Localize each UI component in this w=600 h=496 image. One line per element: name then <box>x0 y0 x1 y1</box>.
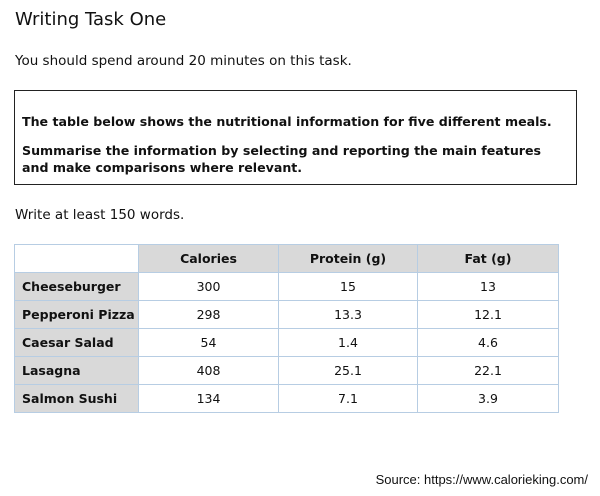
cell-calories: 408 <box>139 357 279 385</box>
row-meal-name: Lasagna <box>15 357 139 385</box>
cell-fat: 3.9 <box>418 385 559 413</box>
cell-calories: 54 <box>139 329 279 357</box>
task-prompt-line-1: The table below shows the nutritional information for five different meals. <box>22 114 552 129</box>
cell-fat: 4.6 <box>418 329 559 357</box>
table-row <box>15 301 559 329</box>
cell-calories: 298 <box>139 301 279 329</box>
table-row <box>15 273 559 301</box>
row-meal-name: Salmon Sushi <box>15 385 139 413</box>
cell-protein: 7.1 <box>279 385 418 413</box>
table-header-protein: Protein (g) <box>279 245 418 273</box>
cell-protein: 13.3 <box>279 301 418 329</box>
cell-protein: 15 <box>279 273 418 301</box>
table-row <box>15 385 559 413</box>
nutrition-table <box>14 244 559 413</box>
table-header-calories: Calories <box>139 245 279 273</box>
cell-protein: 1.4 <box>279 329 418 357</box>
row-meal-name: Caesar Salad <box>15 329 139 357</box>
source-citation: Source: https://www.calorieking.com/ <box>375 472 588 487</box>
time-instruction: You should spend around 20 minutes on this task. <box>15 53 352 69</box>
row-meal-name: Cheeseburger <box>15 273 139 301</box>
task-prompt-line-2: Summarise the information by selecting and reporting the main features and make comparisons where relevant. <box>22 143 542 175</box>
page-title: Writing Task One <box>15 9 167 30</box>
word-count-requirement: Write at least 150 words. <box>15 207 185 223</box>
cell-fat: 22.1 <box>418 357 559 385</box>
cell-calories: 134 <box>139 385 279 413</box>
table-header-fat: Fat (g) <box>418 245 559 273</box>
table-header-corner <box>15 245 139 273</box>
cell-protein: 25.1 <box>279 357 418 385</box>
table-row <box>15 357 559 385</box>
table-header-row <box>15 245 559 273</box>
table-row <box>15 329 559 357</box>
row-meal-name: Pepperoni Pizza <box>15 301 139 329</box>
task-prompt-box <box>14 90 577 185</box>
cell-fat: 13 <box>418 273 559 301</box>
cell-calories: 300 <box>139 273 279 301</box>
cell-fat: 12.1 <box>418 301 559 329</box>
